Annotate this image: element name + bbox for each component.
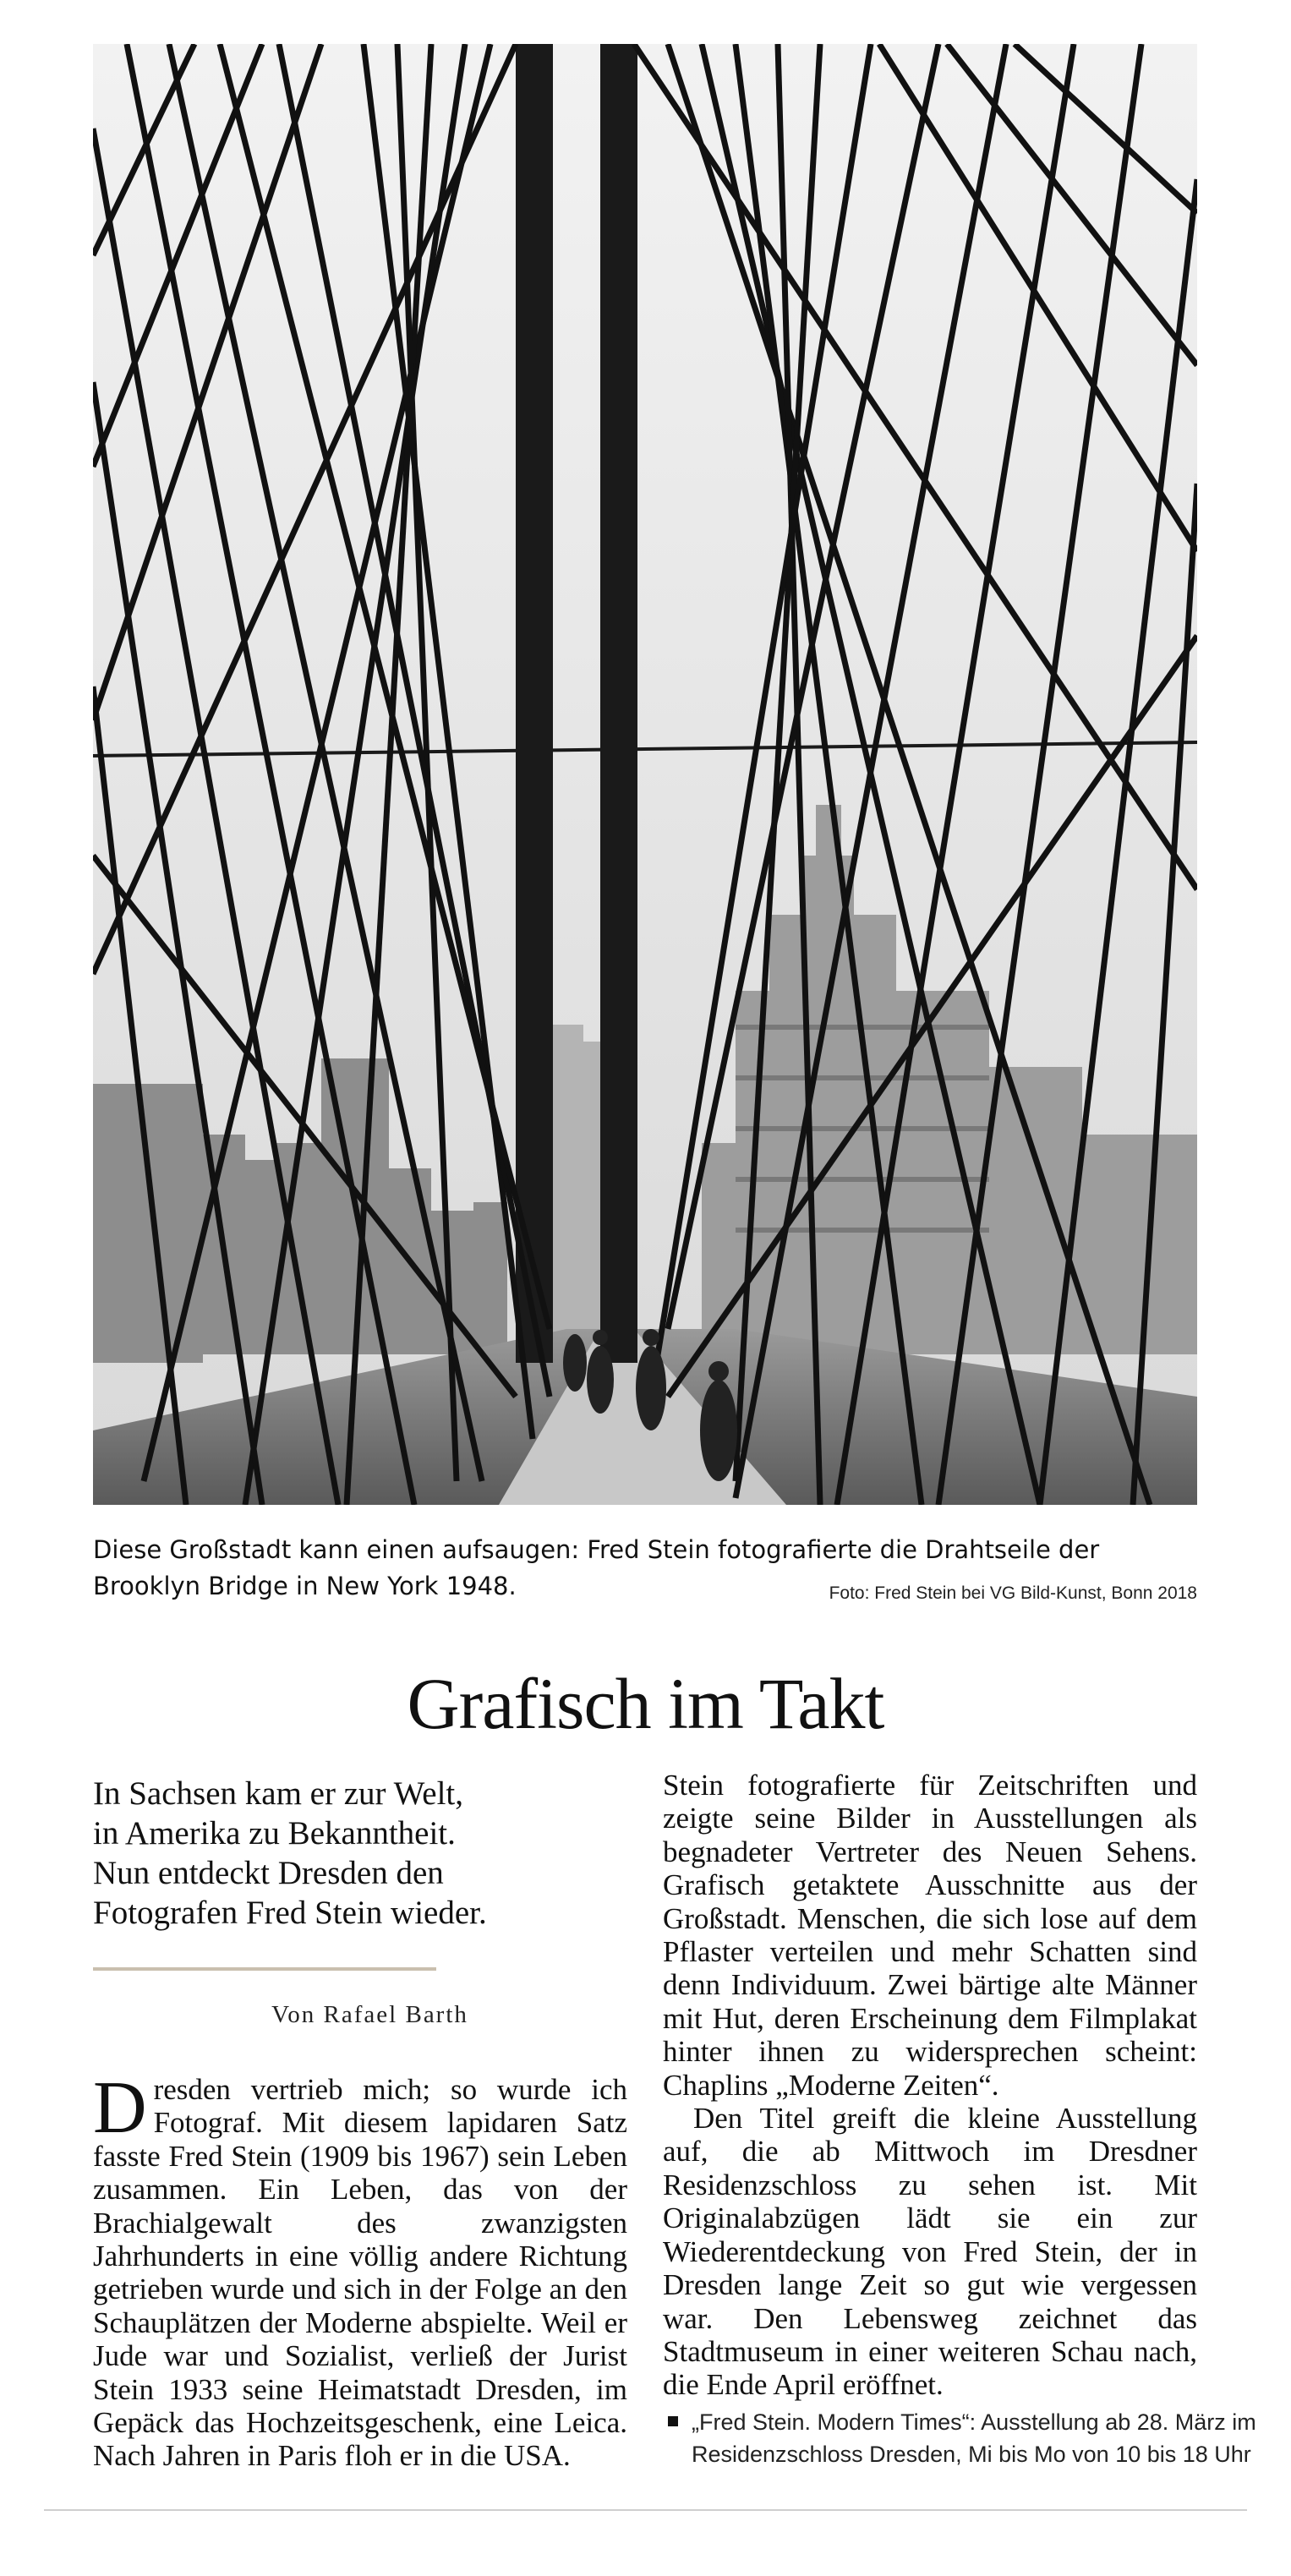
article-paragraph: Stein fotografierte für Zeitschriften und zeigte seine Bilder in Ausstellungen als begnadeter Vertreter des Neuen Sehens. Grafisch getaktete Ausschnitte aus der Großstadt. Menschen, die sich lose auf dem Pflaster verteilen und mehr Schatten sind denn Individuum. Zwei bärtige alte Männer mit Hut, deren Erscheinung dem Filmplakat hinter ihnen zu widersprechen scheint: Chaplins „Moderne Zeiten“. <box>663 1769 1197 2102</box>
subhead-line: Nun entdeckt Dresden den <box>93 1855 444 1891</box>
author-byline: Von Rafael Barth <box>271 2001 468 2028</box>
article-column-left <box>93 2067 627 2473</box>
subhead-line: in Amerika zu Bekanntheit. <box>93 1815 456 1851</box>
page-bottom-divider <box>44 2509 1247 2511</box>
photo-caption <box>93 1532 1197 1605</box>
bridge-photo-illustration <box>93 44 1197 1505</box>
article-column-right <box>663 1769 1197 2402</box>
exhibition-info <box>668 2406 1256 2470</box>
caption-text: Diese Großstadt kann einen aufsaugen: Fred Stein fotografierte die Drahtseile der Brooklyn Bridge in New York 1948. <box>93 1535 1100 1600</box>
photo-credit: Foto: Fred Stein bei VG Bild-Kunst, Bonn 2018 <box>829 1583 1197 1603</box>
subhead-line: In Sachsen kam er zur Welt, <box>93 1775 463 1812</box>
article-paragraph <box>93 2067 627 2473</box>
paragraph-text: resden vertrieb mich; so wurde ich Fotograf. Mit diesem lapidaren Satz fasste Fred Stein (1909 bis 1967) sein Leben zusammen. Ein Leben, das von der Brachialgewalt des zwanzigsten Jahrhunderts in eine völlig andere Richtung getrieben wurde und sich in der Folge an den Schauplätzen der Moderne abspielte. Weil er Jude war und Sozialist, verließ der Jurist Stein 1933 seine Heimatstadt Dresden, im Gepäck das Hochzeitsgeschenk, eine Leica. Nach Jahren in Paris floh er in die USA. <box>93 2073 627 2473</box>
subhead-line: Fotografen Fred Stein wieder. <box>93 1895 487 1931</box>
article-headline: Grafisch im Takt <box>407 1663 884 1744</box>
drop-cap: D <box>93 2067 147 2149</box>
info-line: Residenzschloss Dresden, Mi bis Mo von 10 bis 18 Uhr <box>692 2442 1251 2467</box>
bridge-photo <box>93 44 1197 1505</box>
subhead-divider <box>93 1967 436 1971</box>
info-line: „Fred Stein. Modern Times“: Ausstellung ab 28. März im <box>692 2409 1256 2435</box>
square-bullet-icon <box>668 2416 678 2426</box>
article-subhead <box>93 1774 566 1933</box>
article-paragraph: Den Titel greift die kleine Ausstellung auf, die ab Mittwoch im Dresdner Residenzschloss zu sehen ist. Mit Originalabzügen lädt sie ein zur Wiederentdeckung von Fred Stein, der in Dresden lange Zeit so gut wie vergessen war. Den Lebensweg zeichnet das Stadtmuseum in einer weiteren Schau nach, die Ende April eröffnet. <box>663 2102 1197 2402</box>
